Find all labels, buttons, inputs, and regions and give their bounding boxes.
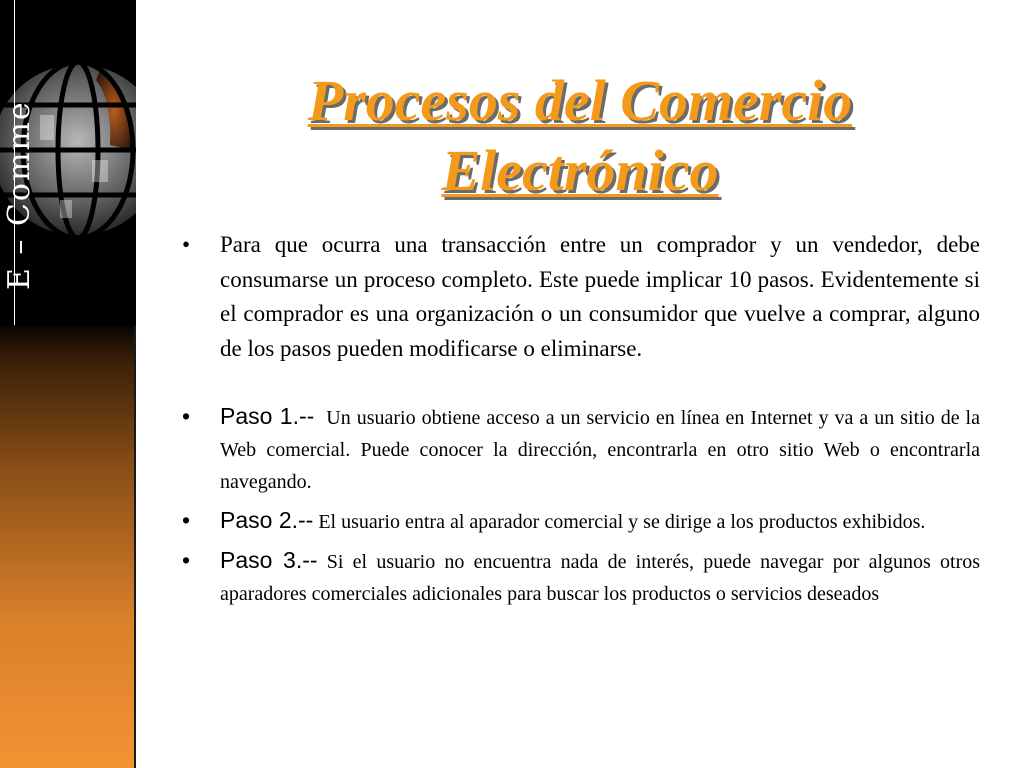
- bullet-text: Si el usuario no encuentra nada de interés, puede navegar por algunos otros aparadores comerciales adicionales para buscar los productos o servicios deseados: [220, 551, 981, 605]
- bullet-text: Para que ocurra una transacción entre un comprador y un vendedor, debe consumarse un proceso completo. Este puede implicar 10 pasos. Evidentemente si el comprador es una organización o un consumidor que vuelve a comprar, alguno de los pasos pueden modificarse o eliminarse.: [220, 232, 980, 361]
- bullet-text: Un usuario obtiene acceso a un servicio en línea en Internet y va a un sitio de la Web comercial. Puede conocer la dirección, encontrarla en otro sitio Web o encontrarla navegando.: [220, 407, 980, 493]
- logo-text: E – Comme: [2, 100, 37, 290]
- side-edge-line: [134, 326, 136, 768]
- title-line-1: Procesos del Comercio: [307, 68, 853, 133]
- bullet-icon: •: [182, 547, 191, 573]
- globe-logo-image: [0, 0, 136, 325]
- bullet-icon: •: [182, 232, 191, 257]
- list-item: [180, 400, 980, 498]
- bullet-icon: •: [182, 403, 191, 429]
- bullet-list: [180, 228, 980, 610]
- bullet-text: El usuario entra al aparador comercial y se dirige a los productos exhibidos.: [318, 511, 926, 533]
- bullet-icon: •: [182, 507, 191, 533]
- page-title: [240, 66, 920, 206]
- list-item: [180, 504, 980, 538]
- title-line-2: Electrónico: [441, 138, 719, 203]
- list-item: [180, 544, 980, 610]
- step-label: Paso 1.--: [220, 403, 315, 429]
- list-item: [180, 228, 980, 366]
- step-label: Paso 2.--: [220, 507, 314, 533]
- step-label: Paso 3.--: [220, 547, 318, 573]
